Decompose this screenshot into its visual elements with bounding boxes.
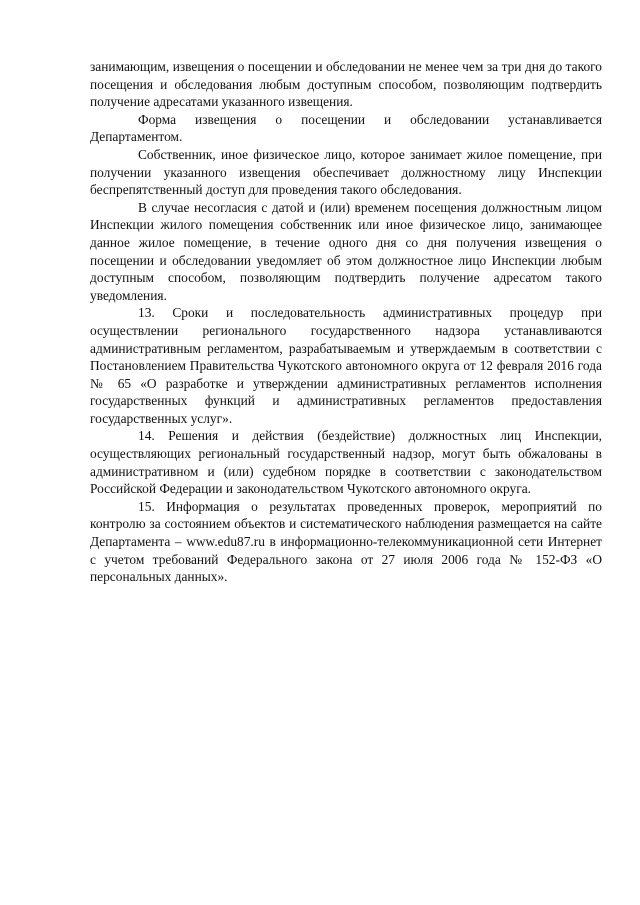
paragraph-item-14: 14. Решения и действия (бездействие) должностных лиц Инспекции, осуществляющих региональный государственный надзор, могут быть обжалованы в административном и (или) судебном порядке в соответствии с законодательством Российской Федерации и законодательством Чукотского автономного округа. — [90, 428, 602, 497]
document-page — [90, 58, 602, 586]
paragraph-notice-delivery: занимающим, извещения о посещении и обследовании не менее чем за три дня до такого посещения и обследования любым доступным способом, позволяющим подтвердить получение адресатами указанного извещения. — [90, 59, 602, 110]
paragraph-notice-form: Форма извещения о посещении и обследовании устанавливается Департаментом. — [90, 111, 602, 145]
paragraph-item-13: 13. Сроки и последовательность административных процедур при осуществлении регионального государственного надзора устанавливаются административным регламентом, разрабатываемым и утверждаемым в соответствии с Постановлением Правительства Чукотского автономного округа от 12 февраля 2016 года № 65 «О разработке и утверждении административных регламентов исполнения государственных функций и административных регламентов предоставления государственных услуг». — [90, 305, 602, 426]
paragraph-owner-access: Собственник, иное физическое лицо, которое занимает жилое помещение, при получении указанного извещения обеспечивает должностному лицу Инспекции беспрепятственный доступ для проведения такого обследования. — [90, 146, 602, 198]
paragraph-disagreement: В случае несогласия с датой и (или) временем посещения должностным лицом Инспекции жилого помещения собственник или иное физическое лицо, занимающее данное жилое помещение, в течение одного дня со дня получения извещения о посещении и обследовании уведомляет об этом должностное лицо Инспекции любым доступным способом, позволяющим подтвердить получение адресатом такого уведомления. — [90, 199, 602, 303]
paragraph-item-15: 15. Информация о результатах проведенных проверок, мероприятий по контролю за состоянием объектов и систематического наблюдения размещается на сайте Департамента – www.edu87.ru в информационно-телекоммуникационной сети Интернет с учетом требований Федерального закона от 27 июля 2006 года № 152-ФЗ «О персональных данных». — [90, 498, 602, 585]
